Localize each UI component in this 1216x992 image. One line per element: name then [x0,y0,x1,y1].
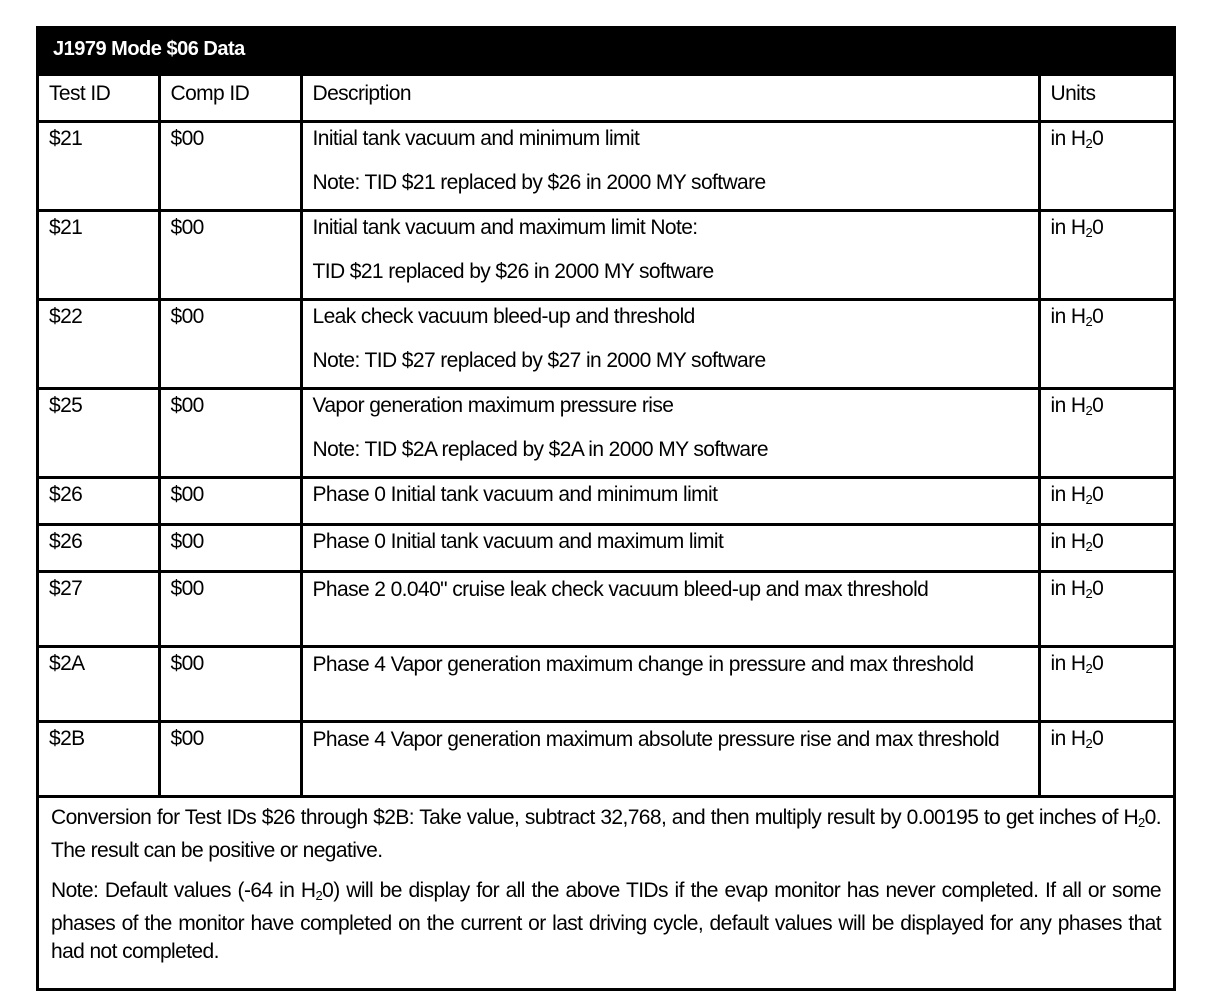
units-prefix: in H [1050,577,1086,600]
header-units: Units [1039,75,1173,122]
description-cell [301,122,1039,211]
description-text: Phase 2 0.040" cruise leak check vacuum bleed-up and max threshold [312,578,929,601]
description-text: Initial tank vacuum and minimum limit [312,127,640,150]
units-prefix: in H [1050,530,1086,553]
description-cell [301,300,1039,389]
units-subscript: 2 [1085,661,1093,676]
units-subscript: 2 [1085,492,1093,507]
comp-id-cell: $00 [159,122,301,211]
units-suffix: 0 [1092,727,1104,750]
description-text: Phase 4 Vapor generation maximum absolute pressure rise and max threshold [312,728,1000,751]
description-text: Phase 0 Initial tank vacuum and minimum limit [312,483,718,506]
description-note: Note: TID $2A replaced by $2A in 2000 MY software [312,438,768,461]
description-cell [301,647,1039,722]
test-id-cell: $21 [39,122,159,211]
footer-notes [39,797,1173,989]
table-row [39,647,1173,722]
test-id-cell: $22 [39,300,159,389]
comp-id-cell: $00 [159,389,301,478]
description-note: Note: TID $21 replaced by $26 in 2000 MY software [312,171,766,194]
units-cell [1039,389,1173,478]
data-grid [39,73,1173,988]
conversion-note: Conversion for Test IDs $26 through $2B: Take value, subtract 32,768, and then multiply result by 0.00195 to get inches of $H_20$. The result can be positive or negative. [51,806,1161,862]
comp-id-cell: $00 [159,300,301,389]
comp-id-cell: $00 [159,211,301,300]
description-note: Note: TID $27 replaced by $27 in 2000 MY software [312,349,766,372]
description-cell [301,389,1039,478]
header-comp-id: Comp ID [159,75,301,122]
units-suffix: 0 [1092,483,1104,506]
table-row [39,722,1173,797]
units-suffix: 0 [1092,127,1104,150]
test-id-cell: $26 [39,478,159,525]
units-suffix: 0 [1092,394,1104,417]
units-suffix: 0 [1092,652,1104,675]
default-values-note: Note: Default values (-64 in $H_20$) will be display for all the above TIDs if the evap monitor has never completed. If all or some phases of the monitor have completed on the current or last driving cycle, default values will be displayed for any phases that had not completed. [51,879,1161,963]
description-text: Vapor generation maximum pressure rise [312,394,674,417]
units-cell [1039,122,1173,211]
table-row [39,525,1173,572]
footer-row [39,797,1173,989]
units-cell [1039,211,1173,300]
units-subscript: 2 [1085,539,1093,554]
description-text: Leak check vacuum bleed-up and threshold [312,305,695,328]
units-prefix: in H [1050,483,1086,506]
units-suffix: 0 [1092,530,1104,553]
mode06-data-table [36,26,1176,991]
units-prefix: in H [1050,305,1086,328]
units-subscript: 2 [1085,403,1093,418]
units-prefix: in H [1050,394,1086,417]
units-cell [1039,722,1173,797]
table-row [39,572,1173,647]
test-id-cell: $2A [39,647,159,722]
description-cell [301,211,1039,300]
units-cell [1039,478,1173,525]
units-cell [1039,572,1173,647]
test-id-cell: $26 [39,525,159,572]
table-row [39,300,1173,389]
description-cell [301,572,1039,647]
comp-id-cell: $00 [159,722,301,797]
units-suffix: 0 [1092,577,1104,600]
description-cell [301,525,1039,572]
table-title: J1979 Mode $06 Data [39,29,1173,73]
comp-id-cell: $00 [159,647,301,722]
units-subscript: 2 [1085,586,1093,601]
header-row [39,75,1173,122]
units-prefix: in H [1050,727,1086,750]
units-prefix: in H [1050,216,1086,239]
table-row [39,211,1173,300]
test-id-cell: $2B [39,722,159,797]
units-suffix: 0 [1092,216,1104,239]
test-id-cell: $27 [39,572,159,647]
comp-id-cell: $00 [159,478,301,525]
units-prefix: in H [1050,127,1086,150]
table-row [39,122,1173,211]
units-subscript: 2 [1085,736,1093,751]
table-row [39,478,1173,525]
table-row [39,389,1173,478]
units-subscript: 2 [1085,225,1093,240]
units-prefix: in H [1050,652,1086,675]
test-id-cell: $25 [39,389,159,478]
comp-id-cell: $00 [159,572,301,647]
comp-id-cell: $00 [159,525,301,572]
header-description: Description [301,75,1039,122]
description-note: TID $21 replaced by $26 in 2000 MY software [312,260,714,283]
header-test-id: Test ID [39,75,159,122]
description-cell [301,722,1039,797]
units-subscript: 2 [1085,136,1093,151]
units-subscript: 2 [1085,314,1093,329]
units-cell [1039,300,1173,389]
units-suffix: 0 [1092,305,1104,328]
description-text: Phase 0 Initial tank vacuum and maximum limit [312,530,724,553]
description-text: Phase 4 Vapor generation maximum change in pressure and max threshold [312,653,974,676]
description-text: Initial tank vacuum and maximum limit Note: [312,216,698,239]
test-id-cell: $21 [39,211,159,300]
description-cell [301,478,1039,525]
units-cell [1039,525,1173,572]
units-cell [1039,647,1173,722]
